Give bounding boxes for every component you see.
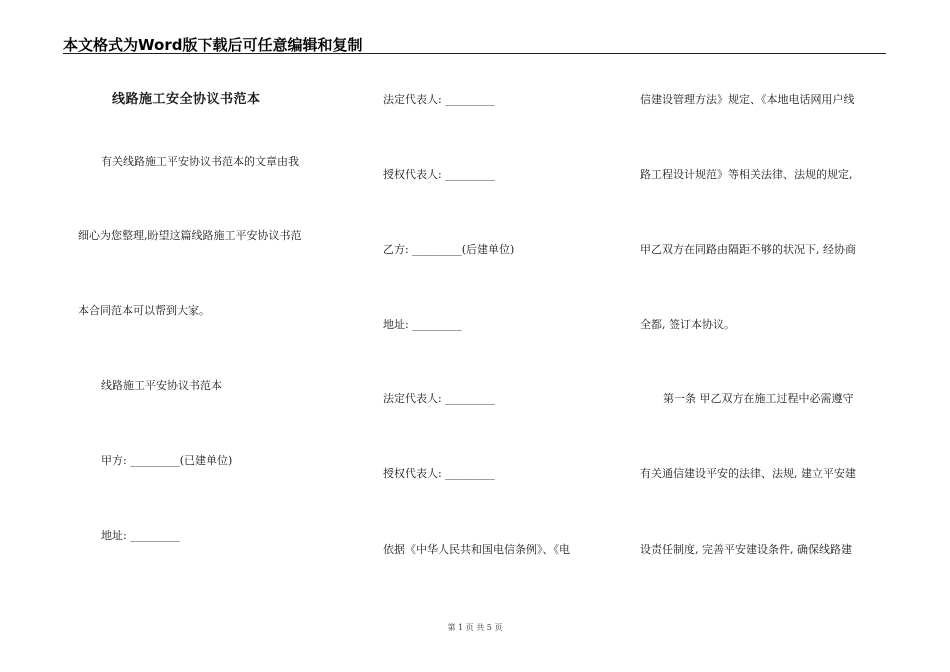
paragraph-line: 第一条 甲乙双方在施工过程中必需遵守 xyxy=(663,392,854,405)
paragraph-line: 线路施工平安协议书范本 xyxy=(101,379,222,392)
document-title: 线路施工安全协议书范本 xyxy=(112,92,261,107)
paragraph-line: 路工程设计规范》等相关法律、法规的规定, xyxy=(640,168,853,181)
paragraph-line: 授权代表人: _________ xyxy=(383,467,495,480)
paragraph-line: 本合同范本可以帮到大家。 xyxy=(78,304,210,317)
paragraph-line: 设责任制度, 完善平安建设条件, 确保线路建 xyxy=(640,543,852,556)
paragraph-line: 地址: _________ xyxy=(101,529,180,542)
paragraph-line: 信建设管理方法》规定、《本地电话网用户线 xyxy=(640,93,855,106)
paragraph-line: 有关线路施工平安协议书范本的文章由我 xyxy=(101,155,299,168)
banner-rule xyxy=(63,53,886,54)
page-number-footer: 第 1 页 共 5 页 xyxy=(447,623,503,632)
paragraph-line: 全都, 签订本协议。 xyxy=(640,318,735,331)
paragraph-line: 地址: _________ xyxy=(383,318,462,331)
paragraph-line: 细心为您整理,盼望这篇线路施工平安协议书范 xyxy=(78,229,302,242)
paragraph-line: 甲方: _________(已建单位) xyxy=(101,454,233,467)
paragraph-line: 依据《中华人民共和国电信条例》、《电 xyxy=(383,543,570,556)
paragraph-line: 甲乙双方在同路由隔距不够的状况下, 经协商 xyxy=(640,243,856,256)
paragraph-line: 法定代表人: _________ xyxy=(383,392,495,405)
paragraph-line: 有关通信建设平安的法律、法规, 建立平安建 xyxy=(640,467,856,480)
paragraph-line: 授权代表人: _________ xyxy=(383,168,495,181)
document-banner: 本文格式为Word版下载后可任意编辑和复制 xyxy=(63,36,363,54)
paragraph-line: 乙方: _________(后建单位) xyxy=(383,243,515,256)
paragraph-line: 法定代表人: _________ xyxy=(383,93,495,106)
